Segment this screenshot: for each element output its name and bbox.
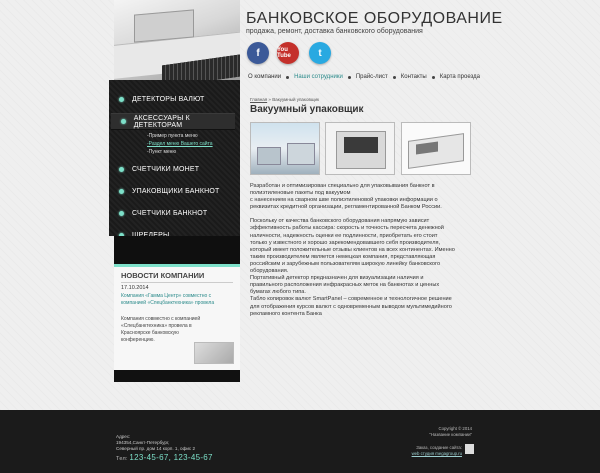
copyright-line: Copyright © 2014 — [438, 426, 472, 431]
text-line: Портативный детектор предназначен для визуализации наличия и — [250, 275, 424, 282]
image-shape — [257, 147, 281, 165]
nav-link-contacts[interactable]: Контакты — [400, 74, 427, 80]
site-maker — [398, 445, 462, 456]
page-title: Вакуумный упаковщик — [250, 104, 364, 115]
nav-separator — [348, 76, 351, 79]
site-subtitle: продажа, ремонт, доставка банковского оборудования — [246, 28, 423, 35]
text-line: Разработан и оптимизирован специально для упаковывания банкнот в — [250, 183, 435, 189]
footer-phone — [116, 453, 213, 462]
submenu-item[interactable]: -Раздел меню Вашего сайта — [147, 141, 213, 147]
breadcrumb-separator: » — [268, 97, 271, 102]
text-line: только у известного и хорошо зарекомендовавшего себя производителя, — [250, 239, 441, 246]
submenu-item[interactable]: -Пример пункта меню — [147, 133, 198, 139]
breadcrumb-current: Вакуумный упаковщик — [272, 97, 320, 102]
text-line: таким производителем является немецкая компания, представляющая — [250, 253, 436, 260]
nav-separator — [393, 76, 396, 79]
address-label: Адрес: — [116, 434, 131, 439]
breadcrumb-home[interactable]: Главная — [250, 97, 268, 102]
image-shape — [344, 137, 378, 153]
phone-label: Тел: — [116, 456, 128, 462]
news-date: 17.10.2014 — [121, 285, 149, 291]
address-line: 194354,Санкт-Петербург, — [116, 440, 170, 445]
text-line: бумагах любого типа. — [250, 289, 306, 296]
article-body — [250, 183, 474, 318]
image-shape — [287, 143, 315, 165]
submenu-item[interactable]: -Пункт меню — [147, 149, 177, 155]
product-image-1[interactable] — [250, 122, 320, 175]
text-line: реквизитах кредитной организации, регламентированной Банком России. — [250, 204, 442, 211]
text-line: Поскольку от качества банковского оборудования напрямую зависит — [250, 218, 430, 225]
address-line: Северный пр. дом 14 корп. 1, офис 2 — [116, 446, 196, 451]
sidebar-item-banknote-counters[interactable] — [109, 205, 240, 222]
product-image-3[interactable] — [401, 122, 471, 175]
bullet-icon — [119, 211, 124, 216]
sidebar-submenu — [109, 132, 240, 156]
header-photo — [114, 0, 240, 80]
facebook-icon[interactable]: f — [247, 42, 269, 64]
text-line: рекламного контента Банка — [250, 310, 322, 317]
sidebar-item-coin-counters[interactable] — [109, 161, 240, 178]
text-line: российским и зарубежным пользователям широкую линейку банковского — [250, 260, 441, 267]
site-title: БАНКОВСКОЕ ОБОРУДОВАНИЕ — [246, 10, 503, 27]
sidebar-item-label: СЧЕТЧИКИ МОНЕТ — [132, 166, 200, 173]
news-text: Компания совместно с компанией «Спецбанктехника» провела в Красноярске банковскую конференцию. — [121, 316, 201, 343]
breadcrumb — [250, 97, 319, 102]
copyright — [410, 426, 472, 437]
nav-link-staff[interactable]: Наши сотрудники — [294, 74, 343, 80]
text-line: наличности, надежность оценки ее подлинности, приобретать его стоит — [250, 232, 438, 239]
bullet-icon — [119, 97, 124, 102]
text-line: правильного расположения инфракрасных меток на банкнотах и ценных — [250, 282, 440, 289]
top-navigation — [248, 74, 480, 80]
product-image-2[interactable] — [325, 122, 395, 175]
news-heading: НОВОСТИ КОМПАНИИ — [121, 271, 233, 283]
news-bottom-bar — [114, 370, 240, 382]
nav-separator — [286, 76, 289, 79]
footer — [0, 410, 600, 473]
sidebar-item-currency-detectors[interactable] — [109, 91, 240, 108]
text-line: для отображения курсов валют с одновременным выводом мультимедийного — [250, 303, 452, 310]
footer-address — [116, 434, 195, 452]
nav-link-map[interactable]: Карта проезда — [439, 74, 481, 80]
bullet-icon — [119, 189, 124, 194]
paragraph-gap — [250, 211, 474, 218]
text-line: оборудования. — [250, 268, 289, 275]
text-line: полиэтиленовые пакеты под вакуумом — [250, 190, 351, 197]
bullet-icon — [119, 167, 124, 172]
text-line: Табло копировок валют SmartPanel – современное и технологичное решение — [250, 296, 452, 303]
sidebar-item-banknote-packers[interactable] — [109, 183, 240, 200]
nav-separator — [432, 76, 435, 79]
nav-link-about[interactable]: О компании — [248, 74, 282, 80]
text-line: эффективность работы кассира: скорость и точность пересчета денежной — [250, 225, 444, 232]
nav-link-price-list[interactable]: Прайс-лист — [355, 74, 388, 80]
sidebar-item-label: ДЕТЕКТОРЫ ВАЛЮТ — [132, 96, 205, 103]
sidebar-spacer — [114, 236, 240, 264]
maker-link[interactable]: web студия megagroup.ru — [411, 450, 462, 456]
left-column — [114, 0, 240, 382]
bullet-icon — [121, 119, 126, 124]
text-line: который имеет положительные отзывы клиентов на всех континентах. Именно — [250, 246, 455, 253]
news-block — [114, 264, 240, 370]
twitter-icon[interactable]: t — [309, 42, 331, 64]
news-thumbnail[interactable] — [194, 342, 234, 364]
news-link[interactable]: Компания «Гамма Центр» совместно с компанией «Спецбанктехника» провела — [121, 293, 215, 306]
text-line: с нанесением на сварном шве полиэтиленовой упаковки информации о — [250, 197, 438, 204]
youtube-icon[interactable]: You Tube — [277, 42, 299, 64]
phone-number[interactable]: 123-45-67, 123-45-67 — [129, 453, 213, 462]
sidebar-menu — [109, 80, 240, 236]
photo-device — [134, 9, 194, 42]
sidebar-item-label: АКСЕССУАРЫ К ДЕТЕКТОРАМ — [133, 114, 190, 129]
copyright-line: "Название компании" — [429, 431, 472, 437]
sidebar-item-label: СЧЕТЧИКИ БАНКНОТ — [132, 210, 208, 217]
megagroup-logo-icon[interactable] — [465, 444, 474, 454]
sidebar-item-label: УПАКОВЩИКИ БАНКНОТ — [132, 188, 220, 195]
sidebar-item-detector-accessories[interactable] — [111, 113, 235, 130]
maker-label: Заказ, создание сайта: — [416, 445, 462, 450]
